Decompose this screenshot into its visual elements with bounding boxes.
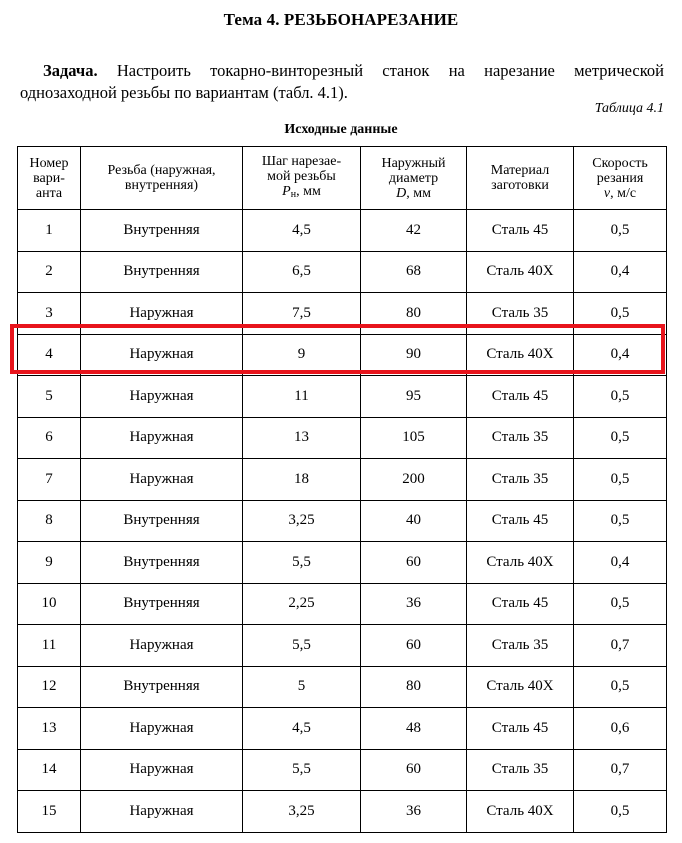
cell-thread: Внутренняя (81, 666, 243, 708)
cell-speed: 0,5 (574, 791, 667, 833)
cell-variant: 5 (18, 376, 81, 418)
cell-speed: 0,5 (574, 583, 667, 625)
table-row (18, 666, 667, 708)
cell-speed: 0,4 (574, 542, 667, 584)
cell-variant: 4 (18, 334, 81, 376)
cell-material: Сталь 45 (467, 376, 574, 418)
cell-material: Сталь 45 (467, 500, 574, 542)
header-thread: Резьба (наружная, внутренняя) (81, 147, 243, 210)
task-text: Настроить токарно-винторезный станок на нарезание метрической однозаходной резьбы по вариантам (табл. 4.1). (20, 61, 664, 102)
cell-pitch: 5,5 (243, 625, 361, 667)
cell-diameter: 90 (361, 334, 467, 376)
cell-pitch: 3,25 (243, 791, 361, 833)
cell-thread: Наружная (81, 791, 243, 833)
table-number: Таблица 4.1 (594, 101, 664, 116)
cell-variant: 7 (18, 459, 81, 501)
table-row (18, 583, 667, 625)
cell-material: Сталь 45 (467, 583, 574, 625)
cell-variant: 8 (18, 500, 81, 542)
cell-thread: Наружная (81, 749, 243, 791)
cell-variant: 11 (18, 625, 81, 667)
cell-speed: 0,5 (574, 210, 667, 252)
cell-pitch: 4,5 (243, 210, 361, 252)
cell-pitch: 2,25 (243, 583, 361, 625)
table-row (18, 625, 667, 667)
cell-diameter: 48 (361, 708, 467, 750)
cell-material: Сталь 35 (467, 459, 574, 501)
header-variant: Номер вари- анта (18, 147, 81, 210)
cell-diameter: 60 (361, 625, 467, 667)
cell-variant: 3 (18, 293, 81, 335)
cell-speed: 0,7 (574, 625, 667, 667)
cell-material: Сталь 40Х (467, 542, 574, 584)
task-label: Задача. (43, 61, 98, 80)
cell-speed: 0,5 (574, 666, 667, 708)
cell-thread: Наружная (81, 708, 243, 750)
cell-thread: Внутренняя (81, 542, 243, 584)
cell-diameter: 80 (361, 293, 467, 335)
cell-material: Сталь 40Х (467, 251, 574, 293)
cell-diameter: 42 (361, 210, 467, 252)
cell-pitch: 6,5 (243, 251, 361, 293)
table-caption: Исходные данные (284, 122, 398, 137)
header-diameter: Наружный диаметр D, мм (361, 147, 467, 210)
cell-speed: 0,6 (574, 708, 667, 750)
header-material: Материал заготовки (467, 147, 574, 210)
cell-variant: 10 (18, 583, 81, 625)
cell-material: Сталь 35 (467, 293, 574, 335)
highlight-box (10, 324, 665, 374)
cell-variant: 6 (18, 417, 81, 459)
cell-thread: Внутренняя (81, 251, 243, 293)
cell-diameter: 95 (361, 376, 467, 418)
table-row (18, 251, 667, 293)
cell-pitch: 13 (243, 417, 361, 459)
cell-variant: 2 (18, 251, 81, 293)
cell-pitch: 3,25 (243, 500, 361, 542)
cell-thread: Внутренняя (81, 583, 243, 625)
cell-variant: 12 (18, 666, 81, 708)
cell-thread: Наружная (81, 417, 243, 459)
cell-pitch: 5,5 (243, 749, 361, 791)
cell-thread: Наружная (81, 625, 243, 667)
table-row (18, 459, 667, 501)
cell-material: Сталь 40Х (467, 791, 574, 833)
header-pitch: Шаг нарезае- мой резьбы $P_н$, мм (243, 147, 361, 210)
table-row (18, 376, 667, 418)
cell-speed: 0,5 (574, 459, 667, 501)
data-table (17, 146, 667, 833)
cell-thread: Наружная (81, 376, 243, 418)
cell-variant: 9 (18, 542, 81, 584)
cell-pitch: 9 (243, 334, 361, 376)
cell-diameter: 68 (361, 251, 467, 293)
cell-diameter: 80 (361, 666, 467, 708)
cell-speed: 0,5 (574, 500, 667, 542)
cell-pitch: 4,5 (243, 708, 361, 750)
table-row (18, 210, 667, 252)
header-speed: Скорость резания v, м/с (574, 147, 667, 210)
cell-material: Сталь 40Х (467, 334, 574, 376)
cell-pitch: 5 (243, 666, 361, 708)
header-row (18, 147, 667, 210)
cell-diameter: 105 (361, 417, 467, 459)
cell-diameter: 36 (361, 583, 467, 625)
cell-variant: 1 (18, 210, 81, 252)
cell-thread: Внутренняя (81, 500, 243, 542)
page-title: Тема 4. РЕЗЬБОНАРЕЗАНИЕ (223, 10, 459, 29)
cell-variant: 14 (18, 749, 81, 791)
cell-thread: Внутренняя (81, 210, 243, 252)
cell-variant: 13 (18, 708, 81, 750)
cell-thread: Наружная (81, 459, 243, 501)
cell-diameter: 60 (361, 542, 467, 584)
cell-thread: Наружная (81, 293, 243, 335)
cell-pitch: 11 (243, 376, 361, 418)
table-row (18, 542, 667, 584)
cell-variant: 15 (18, 791, 81, 833)
cell-material: Сталь 45 (467, 210, 574, 252)
cell-material: Сталь 35 (467, 749, 574, 791)
cell-speed: 0,5 (574, 417, 667, 459)
cell-diameter: 40 (361, 500, 467, 542)
cell-diameter: 200 (361, 459, 467, 501)
cell-pitch: 7,5 (243, 293, 361, 335)
cell-thread: Наружная (81, 334, 243, 376)
table-row (18, 500, 667, 542)
cell-speed: 0,5 (574, 293, 667, 335)
cell-speed: 0,5 (574, 376, 667, 418)
cell-diameter: 60 (361, 749, 467, 791)
cell-material: Сталь 45 (467, 708, 574, 750)
cell-material: Сталь 40Х (467, 666, 574, 708)
table-row (18, 417, 667, 459)
task-paragraph (20, 60, 664, 104)
table-row (18, 749, 667, 791)
cell-diameter: 36 (361, 791, 467, 833)
table-row (18, 708, 667, 750)
cell-material: Сталь 35 (467, 625, 574, 667)
cell-speed: 0,7 (574, 749, 667, 791)
cell-material: Сталь 35 (467, 417, 574, 459)
cell-pitch: 5,5 (243, 542, 361, 584)
cell-speed: 0,4 (574, 334, 667, 376)
table-row (18, 791, 667, 833)
cell-pitch: 18 (243, 459, 361, 501)
cell-speed: 0,4 (574, 251, 667, 293)
